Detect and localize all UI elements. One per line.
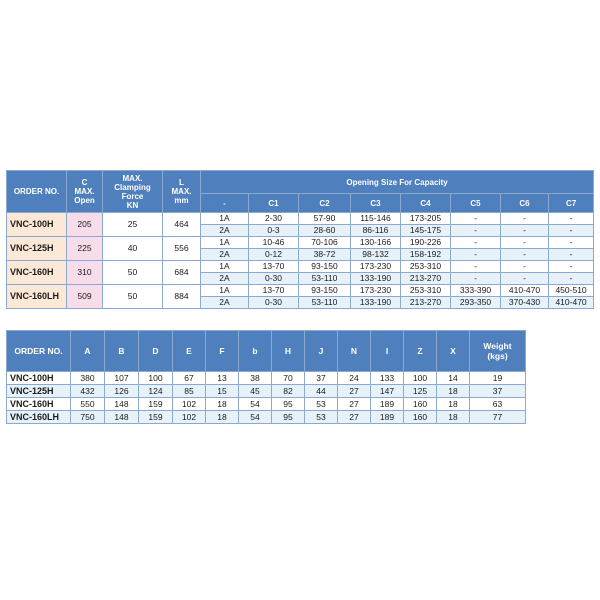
dimension-cell: 67 [173, 372, 206, 385]
capacity-cell: - [451, 261, 501, 273]
dimension-cell: 27 [338, 385, 371, 398]
dimension-cell: 147 [371, 385, 404, 398]
capacity-cell: 145-175 [401, 225, 451, 237]
capacity-cell: 2A [201, 225, 249, 237]
dimension-cell: 77 [470, 411, 526, 424]
dimension-cell: 82 [272, 385, 305, 398]
dimension-cell: 107 [105, 372, 139, 385]
force-cell: 50 [103, 261, 163, 285]
order-no-cell: VNC-100H [7, 372, 71, 385]
capacity-cell: 0-3 [249, 225, 299, 237]
capacity-subheader: C1 [249, 194, 299, 213]
dimension-cell: 18 [437, 411, 470, 424]
capacity-cell: 213-270 [401, 297, 451, 309]
capacity-table [6, 170, 594, 309]
dimension-cell: 102 [173, 398, 206, 411]
capacity-cell: 158-192 [401, 249, 451, 261]
capacity-cell: - [501, 225, 549, 237]
header-line: L [179, 178, 184, 187]
table-row [7, 411, 526, 424]
capacity-cell: 133-190 [351, 273, 401, 285]
dimension-cell: 63 [470, 398, 526, 411]
order-no-cell: VNC-100H [7, 213, 67, 237]
dimension-cell: 159 [139, 398, 173, 411]
capacity-cell: 133-190 [351, 297, 401, 309]
order-no-header: ORDER NO. [7, 171, 67, 213]
dimension-cell: 95 [272, 398, 305, 411]
header-line: (kgs) [487, 351, 508, 361]
dimension-cell: 100 [139, 372, 173, 385]
dimension-cell: 126 [105, 385, 139, 398]
capacity-cell: 2-30 [249, 213, 299, 225]
dimension-header: b [239, 331, 272, 372]
capacity-cell: 1A [201, 285, 249, 297]
capacity-cell: 2A [201, 249, 249, 261]
dimension-cell: 189 [371, 411, 404, 424]
capacity-cell: 1A [201, 213, 249, 225]
c-max-open-header [67, 171, 103, 213]
capacity-cell: 190-226 [401, 237, 451, 249]
capacity-cell: 115-146 [351, 213, 401, 225]
dimension-header: J [305, 331, 338, 372]
weight-header [470, 331, 526, 372]
dimension-header: A [71, 331, 105, 372]
dimension-header: H [272, 331, 305, 372]
dimension-cell: 160 [404, 398, 437, 411]
dimension-header: N [338, 331, 371, 372]
capacity-cell: 450-510 [549, 285, 594, 297]
capacity-cell: 410-470 [501, 285, 549, 297]
header-line: MAX. [74, 187, 95, 196]
order-no-cell: VNC-125H [7, 237, 67, 261]
capacity-cell: 173-230 [351, 261, 401, 273]
header-line: MAX. [171, 187, 192, 196]
capacity-cell: 93-150 [299, 285, 351, 297]
order-no-cell: VNC-160LH [7, 411, 71, 424]
capacity-cell: 293-350 [451, 297, 501, 309]
dimension-header: I [371, 331, 404, 372]
dimension-cell: 550 [71, 398, 105, 411]
table-row [7, 372, 526, 385]
l-max-cell: 464 [163, 213, 201, 237]
c-open-cell: 310 [67, 261, 103, 285]
capacity-cell: 2A [201, 273, 249, 285]
capacity-cell: - [549, 249, 594, 261]
dimension-cell: 27 [338, 411, 371, 424]
header-line: mm [174, 196, 189, 205]
header-line: C [81, 178, 88, 187]
header-line: Clamping [114, 182, 151, 192]
capacity-cell: - [451, 237, 501, 249]
capacity-cell: - [501, 249, 549, 261]
dimension-cell: 380 [71, 372, 105, 385]
dimension-cell: 95 [272, 411, 305, 424]
dimension-cell: 148 [105, 411, 139, 424]
dimension-header: X [437, 331, 470, 372]
dimension-cell: 102 [173, 411, 206, 424]
capacity-cell: 1A [201, 237, 249, 249]
capacity-subheader: C6 [501, 194, 549, 213]
dimension-header: D [139, 331, 173, 372]
capacity-subheader: - [201, 194, 249, 213]
table-row [7, 385, 526, 398]
capacity-cell: 253-310 [401, 285, 451, 297]
capacity-cell: 370-430 [501, 297, 549, 309]
order-no-cell: VNC-160H [7, 261, 67, 285]
dimension-header: E [173, 331, 206, 372]
capacity-cell: 213-270 [401, 273, 451, 285]
dimension-cell: 53 [305, 411, 338, 424]
header-line: KN [126, 200, 139, 210]
capacity-cell: 98-132 [351, 249, 401, 261]
capacity-cell: - [501, 213, 549, 225]
order-no-cell: VNC-125H [7, 385, 71, 398]
dimension-cell: 148 [105, 398, 139, 411]
dimension-header: F [206, 331, 239, 372]
table-row [7, 285, 594, 297]
dimension-cell: 100 [404, 372, 437, 385]
l-max-cell: 884 [163, 285, 201, 309]
l-max-cell: 556 [163, 237, 201, 261]
dimension-cell: 24 [338, 372, 371, 385]
dimension-cell: 14 [437, 372, 470, 385]
capacity-cell: 173-230 [351, 285, 401, 297]
dimension-cell: 37 [470, 385, 526, 398]
dimension-cell: 160 [404, 411, 437, 424]
c-open-cell: 205 [67, 213, 103, 237]
capacity-cell: - [549, 225, 594, 237]
dimension-cell: 19 [470, 372, 526, 385]
dimension-cell: 45 [239, 385, 272, 398]
capacity-cell: 10-46 [249, 237, 299, 249]
header-line: Weight [483, 341, 512, 351]
capacity-cell: 53-110 [299, 297, 351, 309]
capacity-cell: - [549, 237, 594, 249]
dimension-cell: 18 [437, 398, 470, 411]
capacity-cell: - [451, 213, 501, 225]
force-cell: 40 [103, 237, 163, 261]
header-line: Force [121, 191, 144, 201]
dimension-cell: 38 [239, 372, 272, 385]
capacity-cell: 410-470 [549, 297, 594, 309]
header-line: MAX. [122, 173, 143, 183]
dimension-cell: 159 [139, 411, 173, 424]
dimension-cell: 18 [437, 385, 470, 398]
dimension-cell: 85 [173, 385, 206, 398]
capacity-cell: - [501, 273, 549, 285]
header-line: Open [74, 196, 95, 205]
dimensions-table [6, 330, 526, 424]
dimension-cell: 133 [371, 372, 404, 385]
capacity-cell: 53-110 [299, 273, 351, 285]
capacity-cell: 28-60 [299, 225, 351, 237]
c-open-cell: 225 [67, 237, 103, 261]
dimension-cell: 37 [305, 372, 338, 385]
dimension-cell: 125 [404, 385, 437, 398]
capacity-subheader: C5 [451, 194, 501, 213]
capacity-cell: 13-70 [249, 285, 299, 297]
order-no-cell: VNC-160LH [7, 285, 67, 309]
capacity-cell: 38-72 [299, 249, 351, 261]
capacity-cell: 13-70 [249, 261, 299, 273]
table-row [7, 261, 594, 273]
dimension-cell: 54 [239, 398, 272, 411]
c-open-cell: 509 [67, 285, 103, 309]
dimension-cell: 13 [206, 372, 239, 385]
capacity-cell: 86-116 [351, 225, 401, 237]
l-max-cell: 684 [163, 261, 201, 285]
capacity-cell: - [451, 225, 501, 237]
dimension-cell: 18 [206, 411, 239, 424]
capacity-cell: - [549, 213, 594, 225]
max-clamping-force-header [103, 171, 163, 213]
capacity-cell: 333-390 [451, 285, 501, 297]
capacity-cell: 253-310 [401, 261, 451, 273]
capacity-cell: 57-90 [299, 213, 351, 225]
table-row [7, 213, 594, 225]
capacity-cell: 173-205 [401, 213, 451, 225]
capacity-cell: - [501, 261, 549, 273]
dimension-cell: 27 [338, 398, 371, 411]
capacity-cell: 2A [201, 297, 249, 309]
l-max-header [163, 171, 201, 213]
dimension-cell: 750 [71, 411, 105, 424]
capacity-cell: 93-150 [299, 261, 351, 273]
capacity-subheader: C4 [401, 194, 451, 213]
dimension-header: B [105, 331, 139, 372]
capacity-cell: 130-166 [351, 237, 401, 249]
dimension-cell: 432 [71, 385, 105, 398]
order-no-header: ORDER NO. [7, 331, 71, 372]
capacity-cell: - [451, 249, 501, 261]
table-row [7, 237, 594, 249]
force-cell: 25 [103, 213, 163, 237]
table-row [7, 398, 526, 411]
dimension-header: Z [404, 331, 437, 372]
capacity-cell: - [549, 273, 594, 285]
capacity-cell: - [451, 273, 501, 285]
dimension-cell: 18 [206, 398, 239, 411]
capacity-subheader: C7 [549, 194, 594, 213]
dimension-cell: 15 [206, 385, 239, 398]
capacity-subheader: C2 [299, 194, 351, 213]
order-no-cell: VNC-160H [7, 398, 71, 411]
dimension-cell: 124 [139, 385, 173, 398]
capacity-cell: 1A [201, 261, 249, 273]
opening-size-header: Opening Size For Capacity [201, 171, 594, 194]
capacity-cell: 0-30 [249, 297, 299, 309]
capacity-subheader: C3 [351, 194, 401, 213]
dimension-cell: 53 [305, 398, 338, 411]
dimension-cell: 54 [239, 411, 272, 424]
dimension-cell: 44 [305, 385, 338, 398]
capacity-cell: - [549, 261, 594, 273]
capacity-cell: 0-12 [249, 249, 299, 261]
capacity-cell: 70-106 [299, 237, 351, 249]
capacity-cell: 0-30 [249, 273, 299, 285]
force-cell: 50 [103, 285, 163, 309]
capacity-cell: - [501, 237, 549, 249]
dimension-cell: 70 [272, 372, 305, 385]
dimension-cell: 189 [371, 398, 404, 411]
